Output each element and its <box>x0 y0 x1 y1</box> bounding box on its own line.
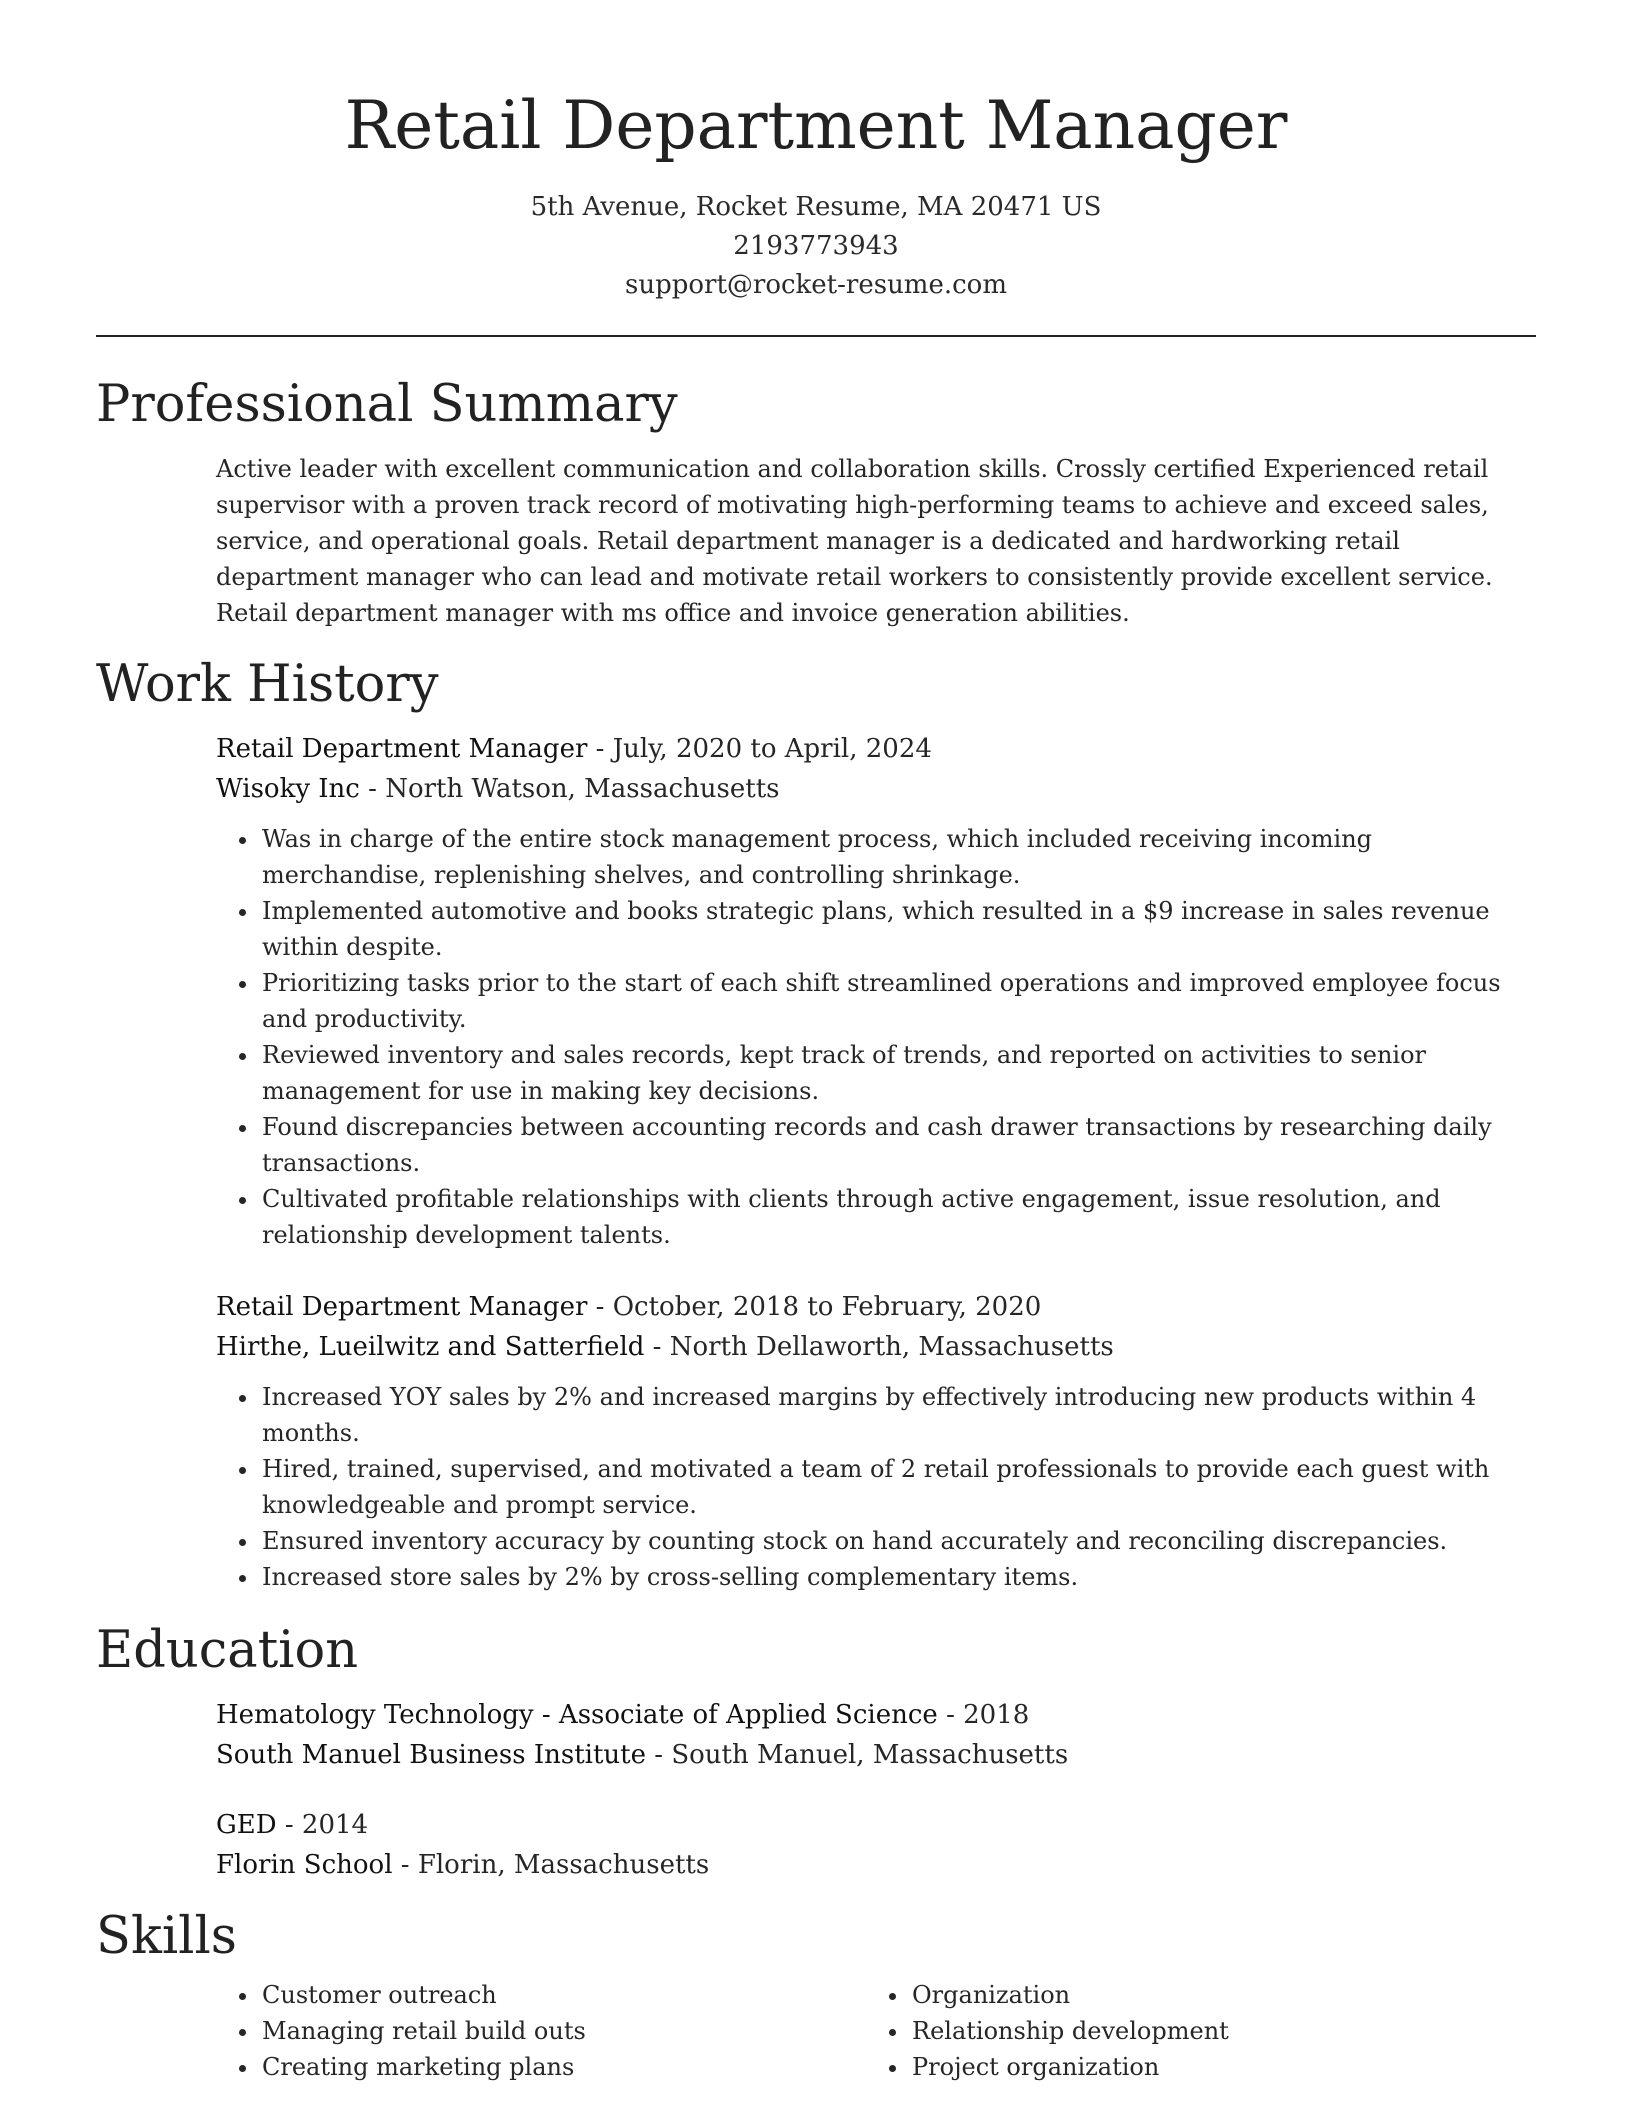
job-company: Hirthe, Lueilwitz and Satterfield <box>216 1332 645 1362</box>
list-item: • Cultivated profitable relationships with clients through active engagement, issue resolution, and relationship development talents. <box>260 1181 1536 1253</box>
education-school-line <box>216 1845 1536 1885</box>
skills-list <box>866 1977 1516 2085</box>
education-degree-line <box>216 1805 1536 1845</box>
resume-header <box>96 0 1536 305</box>
education-year: - 2014 <box>284 1810 369 1840</box>
job-location: - North Watson, Massachusetts <box>368 774 780 804</box>
list-item: • Found discrepancies between accounting records and cash drawer transactions by researching daily transactions. <box>260 1109 1536 1181</box>
education-heading: Education <box>96 1621 359 1680</box>
job-bullets <box>216 1379 1536 1595</box>
list-item: • Project organization <box>910 2049 1516 2085</box>
summary-heading: Professional Summary <box>96 375 678 434</box>
education-degree-line <box>216 1695 1536 1735</box>
list-item: • Implemented automotive and books strategic plans, which resulted in a $9 increase in sales revenue within despite. <box>260 893 1536 965</box>
education-entry <box>216 1695 1536 1775</box>
summary-text: Active leader with excellent communication and collaboration skills. Crossly certified Experienced retail supervisor with a proven track record of motivating high-performing teams to achieve and exceed sales, service, and operational goals. Retail department manager is a dedicated and hardworking retail department manager who can lead and motivate retail workers to consistently provide excellent service. Retail department manager with ms office and invoice generation abilities. <box>216 455 1493 627</box>
job-company-line <box>216 769 1536 809</box>
education-school: South Manuel Business Institute <box>216 1740 646 1770</box>
list-item: • Was in charge of the entire stock management process, which included receiving incoming merchandise, replenishing shelves, and controlling shrinkage. <box>260 821 1536 893</box>
skills-grid <box>216 1977 1536 2085</box>
contact-phone: 2193773943 <box>733 231 899 261</box>
education-degree: GED <box>216 1810 277 1840</box>
candidate-name: Retail Department Manager <box>344 87 1288 164</box>
education-location: - Florin, Massachusetts <box>400 1850 710 1880</box>
list-item: • Increased YOY sales by 2% and increased margins by effectively introducing new products within 4 months. <box>260 1379 1536 1451</box>
education-entry <box>216 1805 1536 1885</box>
list-item: • Reviewed inventory and sales records, kept track of trends, and reported on activities to senior management for use in making key decisions. <box>260 1037 1536 1109</box>
list-item: • Increased store sales by 2% by cross-selling complementary items. <box>260 1559 1536 1595</box>
education-school-line <box>216 1735 1536 1775</box>
contact-address: 5th Avenue, Rocket Resume, MA 20471 US <box>530 192 1102 222</box>
skills-column-right <box>866 1977 1516 2085</box>
education-school: Florin School <box>216 1850 393 1880</box>
list-item: • Hired, trained, supervised, and motivated a team of 2 retail professionals to provide each guest with knowledgeable and prompt service. <box>260 1451 1536 1523</box>
list-item: • Customer outreach <box>260 1977 866 2013</box>
education-location: - South Manuel, Massachusetts <box>654 1740 1069 1770</box>
list-item: • Ensured inventory accuracy by counting stock on hand accurately and reconciling discrepancies. <box>260 1523 1536 1559</box>
job-company: Wisoky Inc <box>216 774 360 804</box>
education-degree: Hematology Technology - Associate of Applied Science <box>216 1700 938 1730</box>
job-company-line <box>216 1327 1536 1367</box>
resume-page <box>96 0 1536 2085</box>
list-item: • Prioritizing tasks prior to the start of each shift streamlined operations and improved employee focus and productivity. <box>260 965 1536 1037</box>
job-location: - North Dellaworth, Massachusetts <box>652 1332 1114 1362</box>
skills-column-left <box>216 1977 866 2085</box>
list-item: • Managing retail build outs <box>260 2013 866 2049</box>
list-item: • Creating marketing plans <box>260 2049 866 2085</box>
job-bullets <box>216 821 1536 1253</box>
job-dates: - July, 2020 to April, 2024 <box>595 734 932 764</box>
job-role: Retail Department Manager <box>216 1292 588 1322</box>
list-item: • Relationship development <box>910 2013 1516 2049</box>
skills-heading: Skills <box>96 1907 237 1966</box>
job-entry <box>216 1287 1536 1595</box>
job-title-line <box>216 729 1536 769</box>
education-year: - 2018 <box>946 1700 1030 1730</box>
skills-list <box>216 1977 866 2085</box>
list-item: • Organization <box>910 1977 1516 2013</box>
job-title-line <box>216 1287 1536 1327</box>
job-entry <box>216 729 1536 1253</box>
contact-email: support@rocket-resume.com <box>624 270 1007 300</box>
job-role: Retail Department Manager <box>216 734 588 764</box>
work-history-heading: Work History <box>96 655 439 714</box>
header-divider <box>96 335 1536 337</box>
job-dates: - October, 2018 to February, 2020 <box>595 1292 1042 1322</box>
